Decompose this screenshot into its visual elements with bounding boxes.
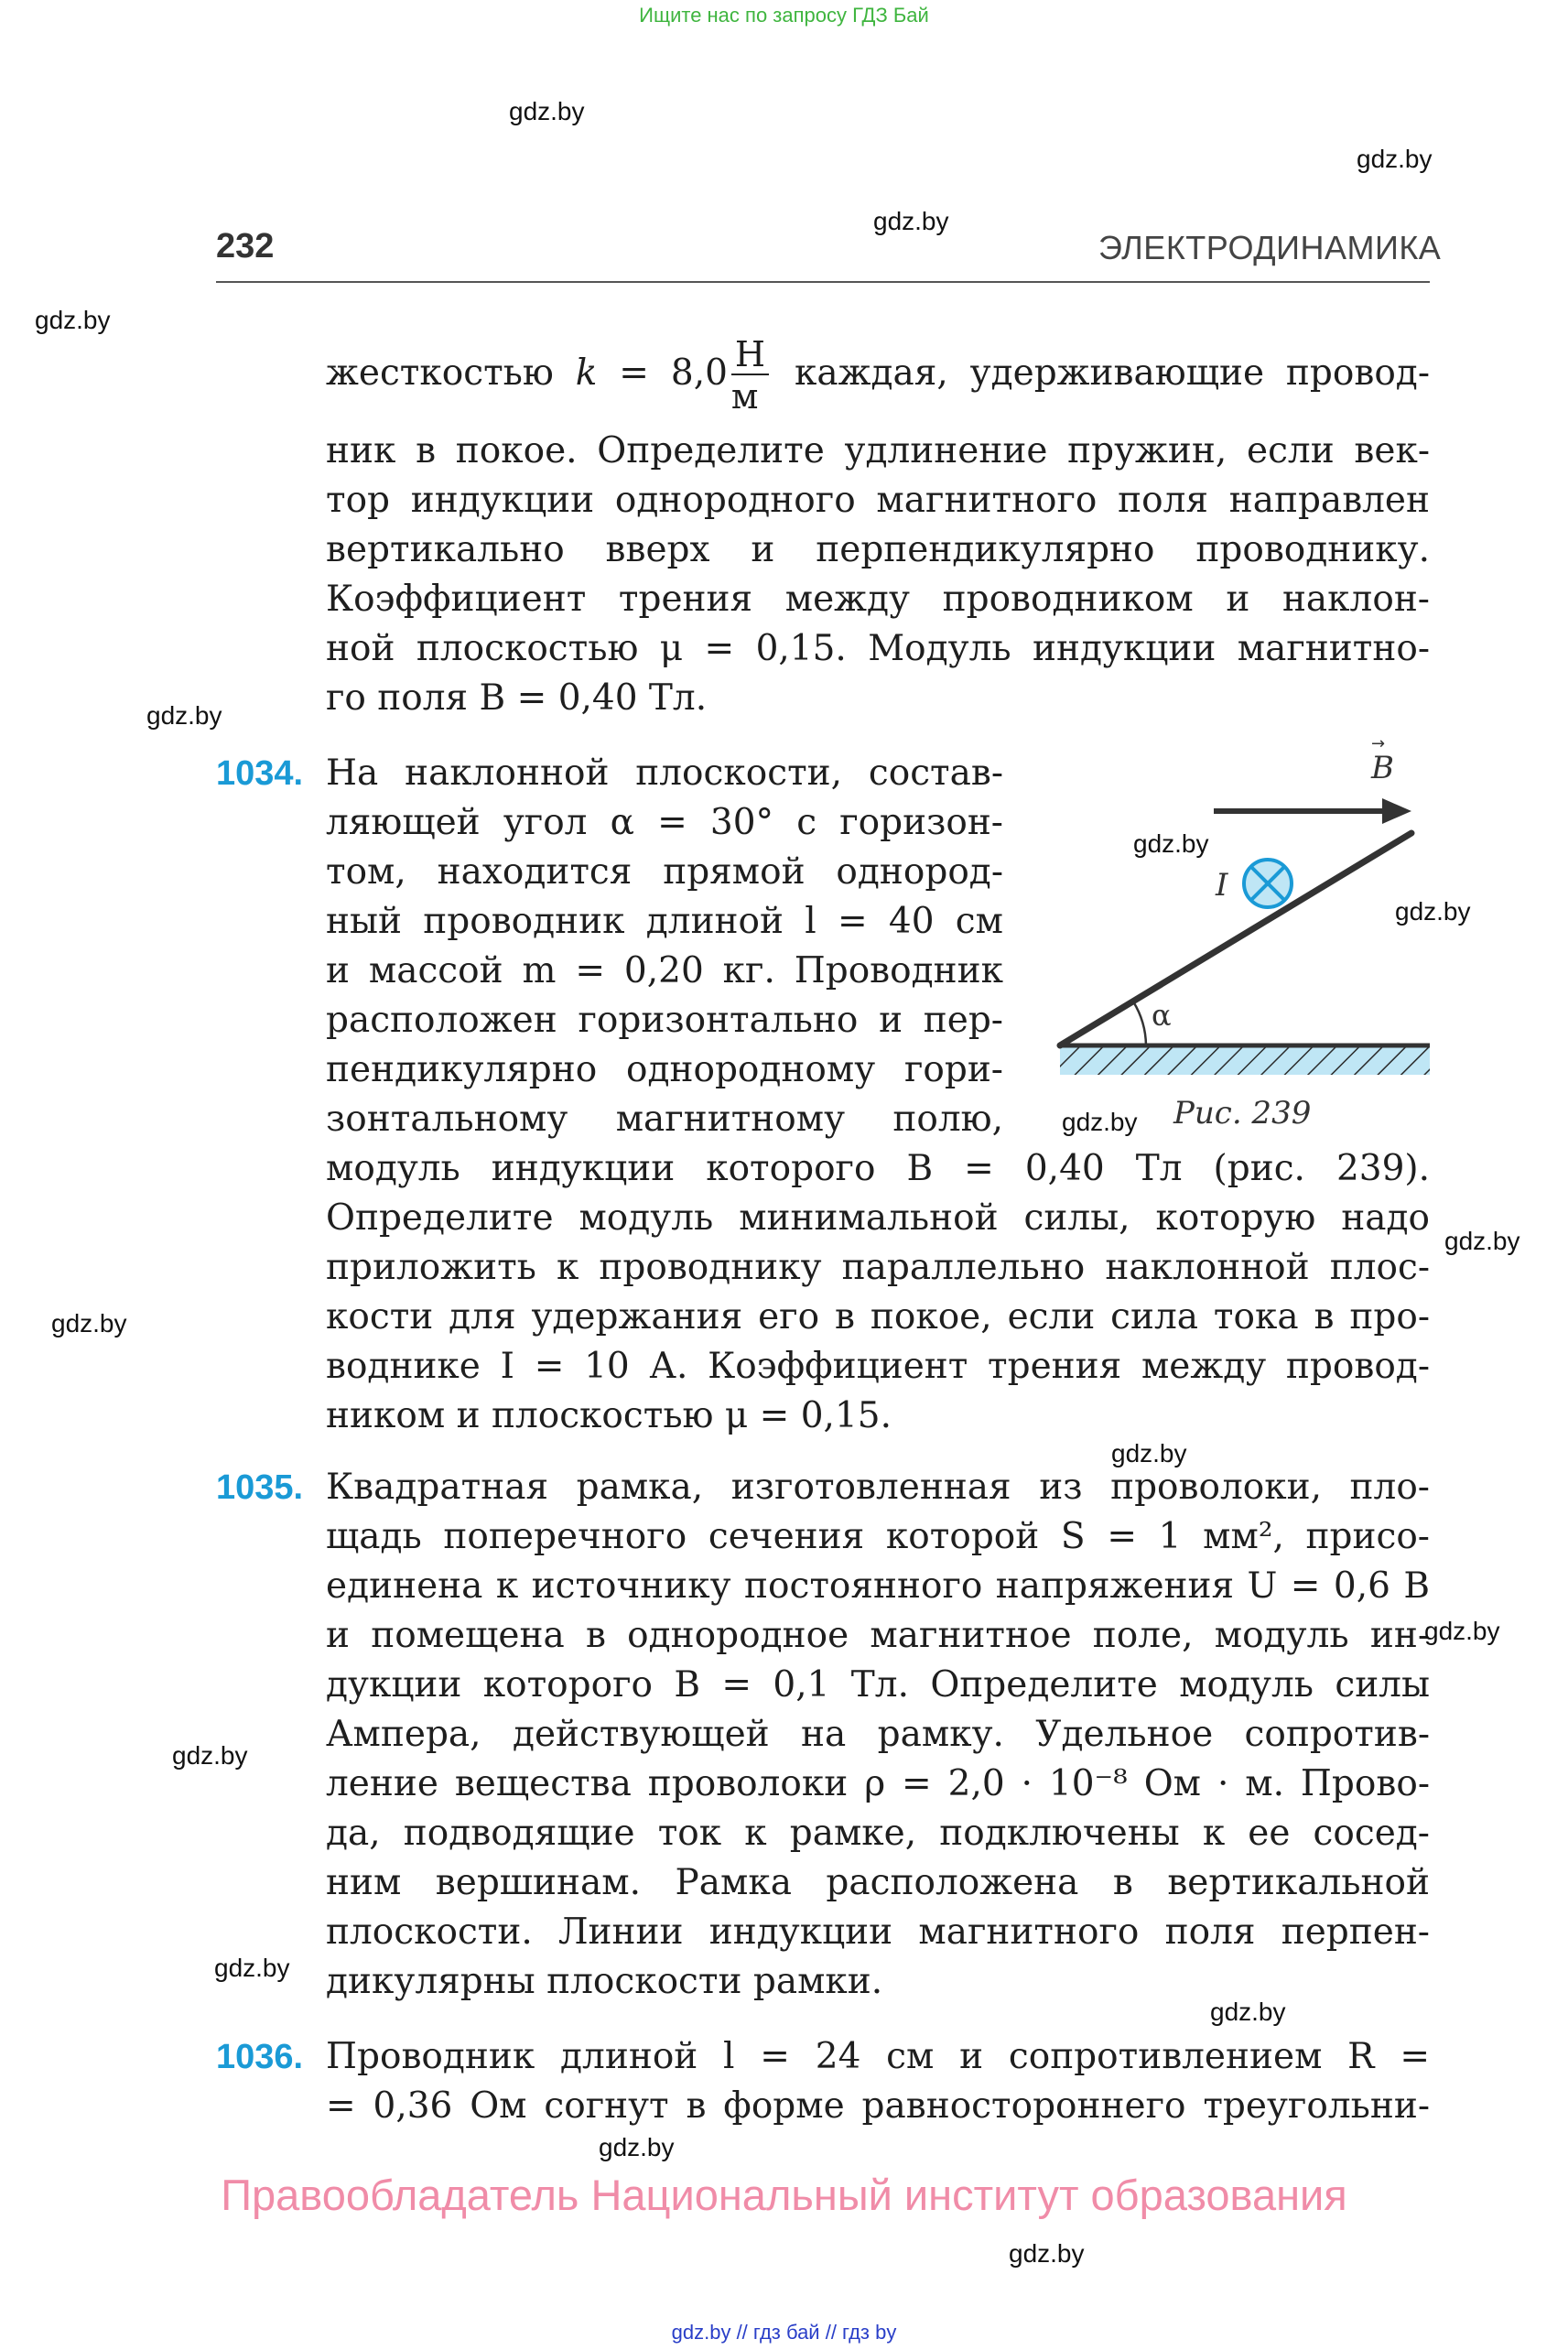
watermark: gdz.by	[1210, 1998, 1286, 2026]
problem-line: дикулярны плоскости рамки.	[326, 1961, 883, 2002]
angle-label: α	[1152, 998, 1172, 1033]
watermark: gdz.by	[1444, 1227, 1520, 1255]
intro-line: ной плоскостью μ = 0,15. Модуль индукции магнитно-	[326, 628, 1430, 669]
angle-arc	[1133, 1002, 1146, 1045]
watermark: gdz.by	[1133, 829, 1209, 858]
problem-line: да, подводящие ток к рамке, подключены к ее сосед-	[326, 1813, 1430, 1854]
intro-line: ник в покое. Определите удлинение пружин, если век-	[326, 430, 1430, 471]
incline-line	[1060, 833, 1411, 1045]
problem-line: Проводник длиной l = 24 см и сопротивлением R =	[326, 2036, 1430, 2077]
problem-number: 1034.	[216, 754, 304, 793]
problem-line: щадь поперечного сечения которой S = 1 мм², присо-	[326, 1516, 1430, 1557]
problem-line: дукции которого B = 0,1 Тл. Определите модуль силы	[326, 1664, 1430, 1706]
top-banner[interactable]: Ищите нас по запросу ГДЗ Бай	[639, 4, 929, 27]
problem-line: плоскости. Линии индукции магнитного поля перпен-	[326, 1911, 1430, 1953]
watermark: gdz.by	[1357, 145, 1433, 173]
problem-line: кости для удержания его в покое, если сила тока в про-	[326, 1296, 1430, 1337]
watermark: gdz.by	[873, 207, 949, 235]
problem-line: ником и плоскостью μ = 0,15.	[326, 1395, 892, 1436]
problem-line: единена к источнику постоянного напряжения U = 0,6 В	[326, 1565, 1430, 1607]
watermark: gdz.by	[1395, 897, 1471, 926]
problem-line: Ампера, действующей на рамку. Удельное сопротив-	[326, 1714, 1430, 1755]
problem-line: приложить к проводнику параллельно наклонной плос-	[326, 1247, 1430, 1288]
watermark: gdz.by	[1111, 1439, 1187, 1467]
watermark: gdz.by	[1062, 1108, 1138, 1136]
watermark: gdz.by	[1009, 2239, 1085, 2268]
footer-links[interactable]: gdz.by // гдз бай // гдз by	[671, 2321, 897, 2344]
problem-line: зонтальному магнитному полю,	[326, 1099, 1003, 1140]
problem-line: ляющей угол α = 30° с горизон-	[326, 802, 1003, 843]
section-title: ЭЛЕКТРОДИНАМИКА	[1098, 229, 1442, 266]
header-rule	[216, 281, 1430, 283]
rights-notice: Правообладатель Национальный институт образования	[221, 2171, 1347, 2219]
intro-line: Коэффициент трения между проводником и наклон-	[326, 579, 1430, 620]
watermark: gdz.by	[172, 1741, 248, 1770]
problem-line: Определите модуль минимальной силы, которую надо	[326, 1197, 1430, 1239]
watermark: gdz.by	[51, 1309, 127, 1337]
problem-line: ним вершинам. Рамка расположена в вертикальной	[326, 1862, 1430, 1903]
watermark: gdz.by	[146, 701, 222, 730]
intro-line: го поля B = 0,40 Тл.	[326, 677, 708, 719]
intro-line: тор индукции однородного магнитного поля направлен	[326, 480, 1430, 521]
problem-line: том, находится прямой однород-	[326, 851, 1003, 893]
intro-line: вертикально вверх и перпендикулярно проводнику.	[326, 529, 1430, 570]
problem-line: пендикулярно однородному гори-	[326, 1049, 1003, 1090]
watermark: gdz.by	[1424, 1617, 1500, 1645]
watermark: gdz.by	[599, 2133, 675, 2161]
current-label: I	[1216, 867, 1228, 904]
problem-line: расположен горизонтально и пер-	[326, 1000, 1003, 1041]
problem-number: 1036.	[216, 2038, 304, 2076]
vector-arrow-mark: →	[1371, 734, 1386, 753]
figure-caption: Рис. 239	[1173, 1095, 1312, 1132]
watermark: gdz.by	[35, 306, 111, 334]
problem-line: = 0,36 Ом согнут в форме равностороннего треугольни-	[326, 2085, 1430, 2127]
intro-line-1: жесткостью k = 8,0 $\frac{Н}{м}$ каждая, удерживающие провод-	[326, 334, 1430, 417]
page-number: 232	[216, 227, 275, 265]
field-arrow-head	[1382, 798, 1411, 824]
problem-line: На наклонной плоскости, состав-	[326, 753, 1003, 794]
problem-line: модуль индукции которого B = 0,40 Тл (рис. 239).	[326, 1148, 1430, 1189]
problem-line: ление вещества проволоки ρ = 2,0 · 10⁻⁸ Ом · м. Прово-	[326, 1763, 1430, 1804]
watermark: gdz.by	[509, 97, 585, 125]
ground-hatch	[1060, 1045, 1430, 1075]
problem-number: 1035.	[216, 1468, 304, 1507]
watermark: gdz.by	[214, 1954, 290, 1982]
problem-line: и массой m = 0,20 кг. Проводник	[326, 950, 1003, 991]
field-label: B	[1371, 750, 1394, 786]
figure-239	[1044, 732, 1446, 1089]
problem-line: и помещена в однородное магнитное поле, модуль ин-	[326, 1615, 1430, 1656]
problem-line: Квадратная рамка, изготовленная из проволоки, пло-	[326, 1467, 1430, 1508]
unit-fraction: $\frac{Н}{м}$	[731, 337, 769, 414]
problem-line: ный проводник длиной l = 40 см	[326, 901, 1003, 942]
problem-line: воднике I = 10 А. Коэффициент трения между провод-	[326, 1346, 1430, 1387]
